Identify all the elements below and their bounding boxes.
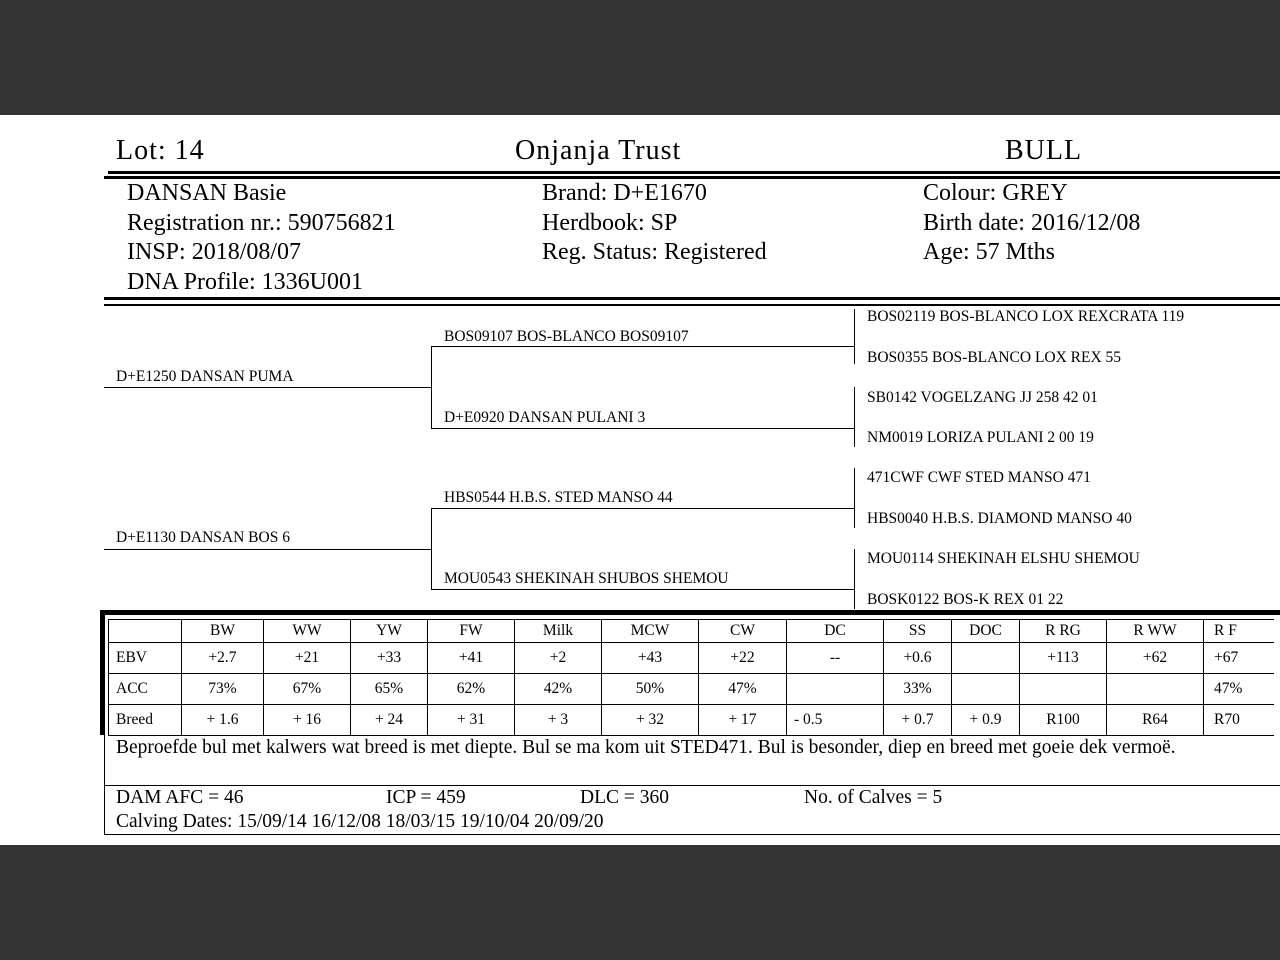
acc-row-label: ACC [109, 674, 182, 705]
ebv-header-cell: WW [264, 620, 351, 643]
acc-cell: 65% [351, 674, 428, 705]
catalogue-page [0, 115, 1280, 845]
breed-cell: + 0.7 [884, 705, 952, 736]
owner-name: Onjanja Trust [515, 135, 682, 166]
page-bottom-rule [104, 834, 1280, 835]
ebv-header-cell: R F [1204, 620, 1274, 643]
breed-row [109, 705, 1274, 736]
acc-cell: 47% [1204, 674, 1274, 705]
ebv-cell: +0.6 [884, 643, 952, 674]
acc-cell [1107, 674, 1204, 705]
insp-date: INSP: 2018/08/07 [127, 239, 302, 265]
reg-status: Reg. Status: Registered [542, 239, 767, 265]
breed-cell: + 3 [515, 705, 602, 736]
ebv-header-cell: R WW [1107, 620, 1204, 643]
acc-cell [1020, 674, 1107, 705]
pedigree-sire-sire: BOS09107 BOS-BLANCO BOS09107 [444, 328, 689, 345]
ebv-cell: +113 [1020, 643, 1107, 674]
ebv-cell: +41 [428, 643, 515, 674]
comment-rule [104, 785, 1280, 786]
calving-dates: Calving Dates: 15/09/14 16/12/08 18/03/15 19/10/04 20/09/20 [116, 811, 604, 832]
ebv-header-cell: DC [787, 620, 884, 643]
info-rule-bottom [104, 304, 1280, 306]
breed-cell: + 17 [699, 705, 787, 736]
breed-cell: + 1.6 [182, 705, 264, 736]
animal-type: BULL [1005, 135, 1083, 166]
acc-cell: 50% [602, 674, 699, 705]
ebv-header-cell: DOC [952, 620, 1020, 643]
animal-name: DANSAN Basie [127, 180, 287, 206]
pedigree-gen3-4: NM0019 LORIZA PULANI 2 00 19 [867, 429, 1094, 446]
brand: Brand: D+E1670 [542, 180, 707, 206]
birth-date: Birth date: 2016/12/08 [923, 209, 1141, 236]
ebv-cell: +21 [264, 643, 351, 674]
ebv-frame-top [100, 610, 1280, 615]
ebv-header-cell: Milk [515, 620, 602, 643]
ebv-frame-left [100, 610, 105, 735]
pedigree-dam-sire: HBS0544 H.B.S. STED MANSO 44 [444, 489, 673, 506]
pedigree-dam-dam: MOU0543 SHEKINAH SHUBOS SHEMOU [444, 570, 729, 587]
pedigree-gen3-8: BOSK0122 BOS-K REX 01 22 [867, 591, 1064, 608]
herdbook: Herdbook: SP [542, 209, 678, 236]
breed-cell: + 24 [351, 705, 428, 736]
ebv-header-cell: SS [884, 620, 952, 643]
ebv-cell: +62 [1107, 643, 1204, 674]
acc-row [109, 674, 1274, 705]
header-rule-top [108, 171, 1280, 174]
ebv-cell [952, 643, 1020, 674]
dam-afc: DAM AFC = 46 [116, 787, 244, 808]
acc-cell [787, 674, 884, 705]
breed-cell: R100 [1020, 705, 1107, 736]
breed-cell: + 0.9 [952, 705, 1020, 736]
pedigree-gen3-3: SB0142 VOGELZANG JJ 258 42 01 [867, 389, 1098, 406]
dna-profile: DNA Profile: 1336U001 [127, 268, 363, 295]
dam-icp: ICP = 459 [386, 787, 466, 808]
dam-dlc: DLC = 360 [580, 787, 669, 808]
bull-comment: Beproefde bul met kalwers wat breed is met diepte. Bul se ma kom uit STED471. Bul is besonder, diep en breed met goeie dek vermoë. [116, 737, 1176, 758]
registration-number: Registration nr.: 590756821 [127, 209, 396, 236]
ebv-row [109, 643, 1274, 674]
pedigree-gen3-2: BOS0355 BOS-BLANCO LOX REX 55 [867, 349, 1122, 366]
info-col-1 [127, 179, 396, 297]
pedigree-dam: D+E1130 DANSAN BOS 6 [116, 529, 290, 546]
ebv-table [108, 619, 1274, 736]
ebv-cell: +43 [602, 643, 699, 674]
pedigree-gen3-6: HBS0040 H.B.S. DIAMOND MANSO 40 [867, 510, 1132, 527]
info-rule-top [104, 297, 1280, 300]
ebv-cell: +33 [351, 643, 428, 674]
ebv-header-cell: BW [182, 620, 264, 643]
acc-cell: 67% [264, 674, 351, 705]
acc-cell [952, 674, 1020, 705]
ebv-header-row [109, 620, 1274, 643]
ebv-cell: -- [787, 643, 884, 674]
acc-cell: 42% [515, 674, 602, 705]
info-col-3 [923, 179, 1140, 268]
dam-calves-count: No. of Calves = 5 [804, 787, 943, 808]
acc-cell: 62% [428, 674, 515, 705]
pedigree-sire: D+E1250 DANSAN PUMA [116, 368, 294, 385]
breed-cell: R70 [1204, 705, 1274, 736]
ebv-cell: +2 [515, 643, 602, 674]
ebv-cell: +67 [1204, 643, 1274, 674]
lot-number: Lot: 14 [116, 135, 205, 166]
ebv-header-cell [109, 620, 182, 643]
pedigree-sire-dam: D+E0920 DANSAN PULANI 3 [444, 409, 646, 426]
ebv-cell: +2.7 [182, 643, 264, 674]
info-col-2 [542, 179, 767, 268]
ebv-header-cell: FW [428, 620, 515, 643]
breed-cell: R64 [1107, 705, 1204, 736]
acc-cell: 47% [699, 674, 787, 705]
pedigree-gen3-1: BOS02119 BOS-BLANCO LOX REXCRATA 119 [867, 308, 1185, 325]
breed-cell: + 32 [602, 705, 699, 736]
ebv-row-label: EBV [109, 643, 182, 674]
pedigree-gen3-7: MOU0114 SHEKINAH ELSHU SHEMOU [867, 550, 1140, 567]
breed-row-label: Breed [109, 705, 182, 736]
acc-cell: 73% [182, 674, 264, 705]
ebv-header-cell: MCW [602, 620, 699, 643]
breed-cell: - 0.5 [787, 705, 884, 736]
age: Age: 57 Mths [923, 239, 1055, 265]
breed-cell: + 31 [428, 705, 515, 736]
ebv-header-cell: R RG [1020, 620, 1107, 643]
ebv-header-cell: CW [699, 620, 787, 643]
colour: Colour: GREY [923, 180, 1068, 206]
pedigree-gen3-5: 471CWF CWF STED MANSO 471 [867, 469, 1091, 486]
ebv-cell: +22 [699, 643, 787, 674]
ebv-header-cell: YW [351, 620, 428, 643]
breed-cell: + 16 [264, 705, 351, 736]
acc-cell: 33% [884, 674, 952, 705]
